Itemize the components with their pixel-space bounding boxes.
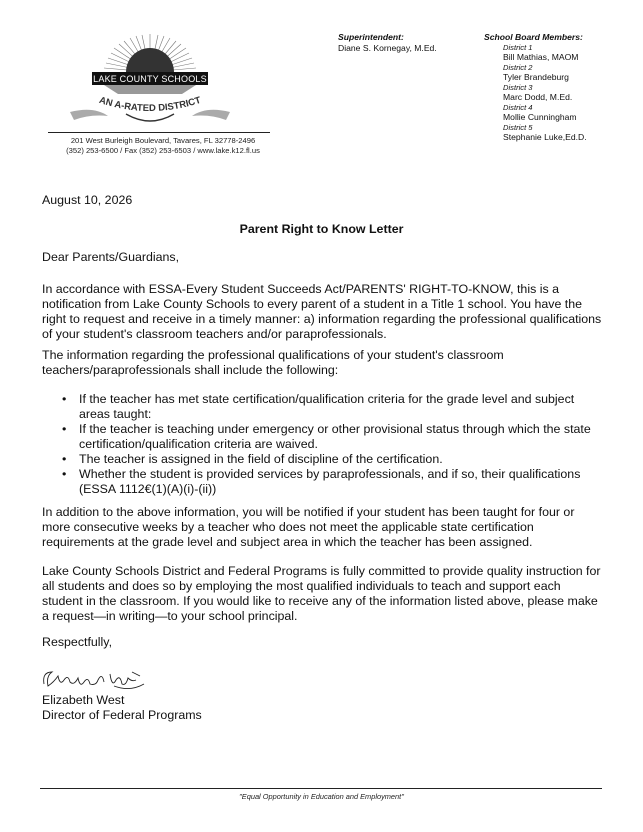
footer-motto: "Equal Opportunity in Education and Employment" [239, 792, 404, 801]
bullet-icon: • [62, 452, 67, 466]
list-item [62, 392, 602, 422]
letter-date: August 10, 2026 [42, 193, 133, 207]
lake-county-schools-logo [64, 28, 236, 128]
letter-greeting: Dear Parents/Guardians, [42, 250, 180, 264]
bullet-icon: • [62, 392, 67, 406]
bullet-icon: • [62, 467, 67, 481]
logo-arc-text: AN A-RATED DISTRICT [97, 94, 203, 115]
board-heading: School Board Members: [484, 32, 583, 42]
logo-graphic [64, 28, 236, 128]
list-item [62, 452, 602, 467]
handwritten-signature [40, 664, 150, 694]
board-district-label: District 1 [503, 43, 533, 52]
svg-text:AN A-RATED DISTRICT [98, 95, 203, 114]
school-board-block [484, 32, 634, 143]
board-district-label: District 2 [503, 63, 533, 72]
footer-divider [40, 788, 602, 789]
paragraph-rights-notice: In accordance with ESSA-Every Student Succeeds Act/PARENTS' RIGHT-TO-KNOW, this is a notification from Lake County Schools to every parent of a student in a Title 1 school. You have the right to request and receive in a timely manner: a) information regarding the professional qualifications of your student's classroom teachers and/or paraprofessionals. [42, 282, 602, 341]
paragraph-notification: In addition to the above information, you will be notified if your student has been taught for four or more consecutive weeks by a teacher who does not meet the applicable state certification requirements at the grade level and subject area in which the teacher has been assigned. [42, 505, 575, 549]
list-item-text: Whether the student is provided services by paraprofessionals, and if so, their qualifications (ESSA 1112€(1)(A)(i)-(ii)) [79, 467, 581, 496]
district-address [48, 136, 278, 156]
signer-title: Director of Federal Programs [42, 708, 202, 722]
letter-title: Parent Right to Know Letter [239, 222, 404, 236]
board-member-name: Stephanie Luke,Ed.D. [503, 132, 587, 142]
bullet-icon: • [62, 422, 67, 436]
board-district-label: District 4 [503, 103, 533, 112]
superintendent-heading: Superintendent: [338, 32, 404, 42]
list-item [62, 467, 602, 497]
board-member-name: Bill Mathias, MAOM [503, 52, 579, 62]
address-line-2: (352) 253-6500 / Fax (352) 253-6503 / www.lake.k12.fl.us [66, 146, 260, 155]
paragraph-commitment: Lake County Schools District and Federal Programs is fully committed to provide quality instruction for all students and does so by employing the most qualified individuals to teach and support each student in the classroom. If you would like to receive any of the information listed above, please make a request—in writing—to your school principal. [42, 564, 601, 623]
paragraph-qualifications-intro: The information regarding the professional qualifications of your student's classroom teachers/paraprofessionals shall include the following: [42, 348, 504, 377]
signature-graphic [40, 664, 150, 694]
board-district-label: District 3 [503, 83, 533, 92]
letter-closing: Respectfully, [42, 635, 113, 649]
board-member-name: Marc Dodd, M.Ed. [503, 92, 573, 102]
signer-name: Elizabeth West [42, 693, 125, 707]
board-member-name: Tyler Brandeburg [503, 72, 569, 82]
list-item [62, 422, 602, 452]
logo-banner-text: LAKE COUNTY SCHOOLS [93, 74, 207, 84]
qualifications-list [62, 392, 602, 497]
board-member-name: Mollie Cunningham [503, 112, 577, 122]
list-item-text: If the teacher is teaching under emergency or other provisional status through which the state certification/qualification criteria are waived. [79, 422, 591, 451]
superintendent-block [338, 32, 437, 54]
superintendent-name: Diane S. Kornegay, M.Ed. [338, 43, 437, 53]
address-divider [48, 132, 270, 133]
list-item-text: If the teacher has met state certification/qualification criteria for the grade level and subject areas taught: [79, 392, 575, 421]
list-item-text: The teacher is assigned in the field of discipline of the certification. [79, 452, 443, 466]
board-district-label: District 5 [503, 123, 533, 132]
address-line-1: 201 West Burleigh Boulevard, Tavares, FL 32778-2496 [70, 136, 256, 145]
